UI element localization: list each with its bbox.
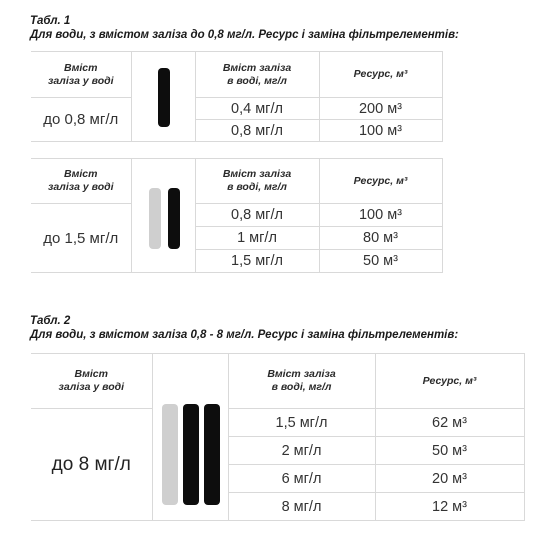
- table2-heading: [30, 314, 458, 342]
- table1-title: Табл. 1: [30, 15, 71, 27]
- cell-iron: 1 мг/л: [195, 227, 319, 250]
- cell-iron: 1,5 мг/л: [228, 409, 375, 437]
- light-cartridge-icon: [149, 188, 161, 249]
- cell-resource: 20 м³: [375, 465, 524, 493]
- row-label-iron-range: до 0,8 мг/л: [31, 98, 131, 142]
- dark-cartridge-icon: [158, 68, 170, 127]
- dark-cartridge-icon: [204, 404, 220, 505]
- header-text-line: заліза у воді: [58, 381, 125, 393]
- cell-resource: 12 м³: [375, 493, 524, 521]
- header-text-line: в воді, мг/л: [227, 181, 287, 193]
- cell-iron: 6 мг/л: [228, 465, 375, 493]
- cell-resource: 50 м³: [375, 437, 524, 465]
- table1-block1: [31, 51, 443, 142]
- cartridge-image: [131, 52, 195, 142]
- header-text: [31, 62, 131, 88]
- cell-resource: 100 м³: [319, 120, 442, 142]
- cell-iron: 8 мг/л: [228, 493, 375, 521]
- light-cartridge-icon: [162, 404, 178, 505]
- row-label-iron-range: до 1,5 мг/л: [31, 204, 131, 273]
- table2-block: [31, 353, 525, 521]
- cell-iron: 0,8 мг/л: [195, 120, 319, 142]
- table2-subtitle: Для води, з вмістом заліза 0,8 - 8 мг/л. Ресурс і заміна фільтрелементів:: [30, 329, 459, 341]
- table1-block2: [31, 158, 443, 273]
- cell-iron: 0,8 мг/л: [195, 204, 319, 227]
- cell-resource: 80 м³: [319, 227, 442, 250]
- row-label-iron-range: до 8 мг/л: [31, 409, 152, 521]
- cell-resource: 50 м³: [319, 250, 442, 273]
- header-text-line: Вміст заліза: [267, 368, 336, 380]
- header-text: [196, 62, 319, 88]
- col-header-iron-content: [31, 354, 152, 409]
- header-text-line: заліза у воді: [47, 181, 114, 193]
- col-header-iron-content: [31, 52, 131, 98]
- header-text-line: Вміст: [74, 368, 108, 380]
- col-header-resource: Ресурс, м³: [375, 354, 524, 409]
- col-header-iron-mgl: [195, 159, 319, 204]
- header-text-line: в воді, мг/л: [227, 74, 287, 87]
- cell-iron: 2 мг/л: [228, 437, 375, 465]
- col-header-iron-mgl: [228, 354, 375, 409]
- header-text: [196, 168, 319, 194]
- cell-resource: 100 м³: [319, 204, 442, 227]
- header-text-line: Вміст заліза: [222, 61, 292, 74]
- header-text-line: Вміст: [64, 61, 98, 74]
- header-text: [229, 368, 375, 394]
- header-text-line: Вміст: [64, 168, 98, 180]
- dark-cartridge-icon: [168, 188, 180, 249]
- col-header-iron-mgl: [195, 52, 319, 98]
- dark-cartridge-icon: [183, 404, 199, 505]
- header-text: [31, 168, 131, 194]
- cartridge-image: [152, 354, 228, 521]
- col-header-resource: Ресурс, м³: [319, 159, 442, 204]
- header-text-line: в воді, мг/л: [271, 381, 332, 393]
- cell-iron: 1,5 мг/л: [195, 250, 319, 273]
- table1-heading: [30, 14, 459, 42]
- col-header-iron-content: [31, 159, 131, 204]
- col-header-resource: Ресурс, м³: [319, 52, 442, 98]
- cartridge-image: [131, 159, 195, 273]
- header-text: [31, 368, 152, 394]
- table2-title: Табл. 2: [30, 315, 71, 327]
- table1-subtitle: Для води, з вмістом заліза до 0,8 мг/л. Ресурс і заміна фільтрелементів:: [30, 29, 459, 41]
- header-text-line: заліза у воді: [47, 74, 114, 87]
- header-text-line: Вміст заліза: [222, 168, 292, 180]
- cell-resource: 200 м³: [319, 98, 442, 120]
- cell-resource: 62 м³: [375, 409, 524, 437]
- cell-iron: 0,4 мг/л: [195, 98, 319, 120]
